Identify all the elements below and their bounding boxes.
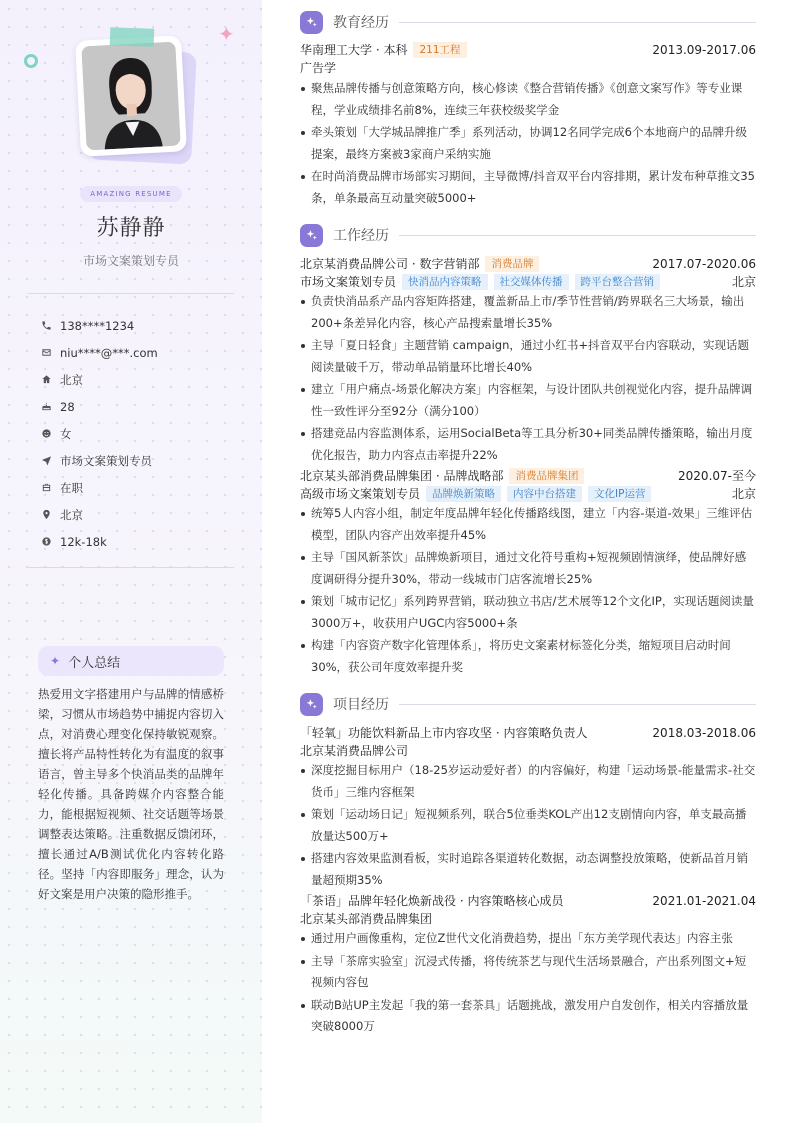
work-job-1 xyxy=(300,255,756,467)
contact-email xyxy=(40,339,240,366)
job-role-row xyxy=(300,485,756,503)
job-company-row xyxy=(300,255,756,273)
contact-gender xyxy=(40,420,240,447)
project-company-row xyxy=(300,910,756,928)
skill-tag: 跨平台整合营销 xyxy=(575,274,661,290)
contact-phone xyxy=(40,312,240,339)
list-item: 主导「夏日轻食」主题营销 campaign，通过小红书+抖音双平台内容联动，实现话题阅读量破千万，带动单品销量环比增长40% xyxy=(300,335,756,378)
skill-tag: 内容中台搭建 xyxy=(507,486,582,502)
list-item: 构建「内容资产数字化管理体系」，将历史文案素材标签化分类，缩短项目启动时间30%，获公司年度效率提升奖 xyxy=(300,635,756,678)
home-icon xyxy=(40,374,52,386)
section-title: 项目经历 xyxy=(333,697,389,713)
phone-icon xyxy=(40,320,52,332)
contact-home xyxy=(40,366,240,393)
summary-heading-label: 个人总结 xyxy=(68,655,121,671)
project-date: 2018.03-2018.06 xyxy=(652,726,756,740)
section-title: 教育经历 xyxy=(333,15,389,31)
avatar xyxy=(81,42,180,151)
skill-tag: 品牌焕新策略 xyxy=(426,486,501,502)
project-name-row xyxy=(300,724,756,742)
list-item: 牵头策划「大学城品牌推广季」系列活动，协调12名同学完成6个本地商户的品牌升级提案，最终方案被3家商户采纳实施 xyxy=(300,122,756,165)
project-bullets xyxy=(300,928,756,1038)
skill-tag: 社交媒体传播 xyxy=(494,274,569,290)
list-item: 深度挖掘目标用户（18-25岁运动爱好者）的内容偏好，构建「运动场景-能量需求-社交货币」三维内容框架 xyxy=(300,760,756,803)
school-name: 华南理工大学 · 本科 xyxy=(300,43,408,57)
list-item: 策划「城市记忆」系列跨界营销，联动独立书店/艺术展等12个文化IP，实现话题阅读量3000万+，收获用户UGC内容5000+条 xyxy=(300,591,756,634)
list-item: 聚焦品牌传播与创意策略方向，核心修读《整合营销传播》《创意文案写作》等专业课程，学业成绩排名前8%，连续三年获校级奖学金 xyxy=(300,78,756,121)
contact-value: 女 xyxy=(60,426,72,441)
photo-frame xyxy=(75,35,187,156)
section-title: 工作经历 xyxy=(333,228,389,244)
contact-value: 北京 xyxy=(60,507,83,522)
section-divider xyxy=(399,22,756,23)
briefcase-icon xyxy=(40,482,52,494)
job-date: 2017.07-2020.06 xyxy=(652,257,756,271)
education-school-row xyxy=(300,41,756,59)
list-item: 建立「用户痛点-场景化解决方案」内容框架，与设计团队共创视觉化内容，提升品牌调性一致性评分至92分（满分100） xyxy=(300,379,756,422)
candidate-name: 苏静静 xyxy=(96,216,166,241)
project-name: 「茶语」品牌年轻化焕新战役 · 内容策略核心成员 xyxy=(300,894,564,908)
contact-position xyxy=(40,447,240,474)
summary-text: 热爱用文字搭建用户与品牌的情感桥梁，习惯从市场趋势中捕捉内容切入点，对消费心理变化保持敏锐观察。擅长将产品特性转化为有温度的叙事语言，曾主导多个快消品类的品牌年轻化传播。具备跨媒介内容整合能力，能根据短视频、社交话题等场景调整表达策略。注重数据反馈闭环，擅长通过A/B测试优化内容转化路径。坚持「内容即服务」理念，认为好文案是用户决策的隐形推手。 xyxy=(38,687,224,901)
job-date: 2020.07-至今 xyxy=(678,469,756,483)
work-section-header xyxy=(300,223,756,247)
contact-value: 12k-18k xyxy=(60,534,107,549)
mail-icon xyxy=(40,347,52,359)
school-tag: 211工程 xyxy=(413,42,466,58)
send-icon xyxy=(40,455,52,467)
tape-decoration xyxy=(110,27,155,47)
project-section-header xyxy=(300,692,756,716)
list-item: 在时尚消费品牌市场部实习期间，主导微博/抖音双平台内容排期，累计发布种草推文35条，单条最高互动量突破5000+ xyxy=(300,166,756,209)
summary-heading xyxy=(38,646,224,676)
sparkle-icon xyxy=(300,11,323,34)
education-major-row xyxy=(300,59,756,77)
list-item: 统筹5人内容小组，制定年度品牌年轻化传播路线图，建立「内容-渠道-效果」三维评估模型，团队内容产出效率提升45% xyxy=(300,503,756,546)
education-date: 2013.09-2017.06 xyxy=(652,43,756,57)
project-company-row xyxy=(300,742,756,760)
skill-tag: 快消品内容策略 xyxy=(402,274,488,290)
contact-list xyxy=(40,312,240,555)
sparkle-icon xyxy=(300,693,323,716)
education-section-header xyxy=(300,10,756,34)
gender-icon xyxy=(40,428,52,440)
list-item: 负责快消品系产品内容矩阵搭建，覆盖新品上市/季节性营销/跨界联名三大场景，输出200+条差异化内容，核心产品搜索量增长35% xyxy=(300,291,756,334)
contact-location xyxy=(40,501,240,528)
project-name: 「轻氧」功能饮料新品上市内容攻坚 · 内容策略负责人 xyxy=(300,726,588,740)
contact-value: 北京 xyxy=(60,372,83,387)
divider xyxy=(28,567,234,568)
project-2 xyxy=(300,892,756,1039)
contact-age xyxy=(40,393,240,420)
section-divider xyxy=(399,704,756,705)
job-company-row xyxy=(300,467,756,485)
contact-salary xyxy=(40,528,240,555)
job-company: 北京某头部消费品牌集团 · 品牌战略部 xyxy=(300,469,504,483)
sparkle-icon: ✦ xyxy=(50,654,61,668)
contact-value: 市场文案策划专员 xyxy=(60,453,152,468)
project-name-row xyxy=(300,892,756,910)
resume-badge: AMAZING RESUME xyxy=(80,186,182,202)
location-icon xyxy=(40,509,52,521)
sparkle-icon: ✦ xyxy=(218,22,235,46)
photo-card xyxy=(78,38,188,160)
job-city: 北京 xyxy=(731,275,756,289)
job-role-row xyxy=(300,273,756,291)
job-city: 北京 xyxy=(731,487,756,501)
section-divider xyxy=(399,235,756,236)
list-item: 主导「国风新茶饮」品牌焕新项目，通过文化符号重构+短视频剧情演绎，使品牌好感度调研得分提升30%，带动一线城市门店客流增长25% xyxy=(300,547,756,590)
contact-value: 在职 xyxy=(60,480,83,495)
list-item: 策划「运动场日记」短视频系列，联合5位垂类KOL产出12支剧情向内容，单支最高播放量达500万+ xyxy=(300,804,756,847)
company-tag: 消费品牌 xyxy=(485,256,539,272)
job-bullets xyxy=(300,503,756,678)
contact-value: 138****1234 xyxy=(60,318,135,333)
contact-status xyxy=(40,474,240,501)
list-item: 联动B站UP主发起「我的第一套茶具」话题挑战，激发用户自发创作，相关内容播放量突破8000万 xyxy=(300,995,756,1038)
candidate-title: 市场文案策划专员 xyxy=(82,254,179,268)
project-bullets xyxy=(300,760,756,891)
sparkle-icon xyxy=(300,224,323,247)
job-company: 北京某消费品牌公司 · 数字营销部 xyxy=(300,257,480,271)
sidebar xyxy=(0,0,262,1123)
major: 广告学 xyxy=(300,61,337,75)
salary-icon xyxy=(40,536,52,548)
job-bullets xyxy=(300,291,756,466)
project-company: 北京某消费品牌公司 xyxy=(300,744,409,758)
company-tag: 消费品牌集团 xyxy=(509,468,584,484)
education-bullets xyxy=(300,78,756,209)
project-company: 北京某头部消费品牌集团 xyxy=(300,912,433,926)
avatar-portrait-icon xyxy=(81,42,180,151)
list-item: 搭建内容效果监测看板，实时追踪各渠道转化数据，动态调整投放策略，使新品首月销量超预期35% xyxy=(300,848,756,891)
job-role: 市场文案策划专员 xyxy=(300,275,397,289)
list-item: 搭建竞品内容监测体系，运用SocialBeta等工具分析30+同类品牌传播策略，输出月度优化报告，助力内容点击率提升22% xyxy=(300,423,756,466)
decorative-ring-icon xyxy=(24,54,38,68)
education-block xyxy=(300,41,756,210)
skill-tag: 文化IP运营 xyxy=(588,486,651,502)
contact-value: 28 xyxy=(60,399,75,414)
list-item: 通过用户画像重构，定位Z世代文化消费趋势，提出「东方美学现代表达」内容主张 xyxy=(300,928,756,950)
divider xyxy=(28,293,234,294)
work-job-2 xyxy=(300,467,756,679)
job-role: 高级市场文案策划专员 xyxy=(300,487,421,501)
list-item: 主导「茶席实验室」沉浸式传播，将传统茶艺与现代生活场景融合，产出系列图文+短视频内容包 xyxy=(300,951,756,994)
cake-icon xyxy=(40,401,52,413)
project-date: 2021.01-2021.04 xyxy=(652,894,756,908)
project-1 xyxy=(300,724,756,892)
contact-value: niu****@***.com xyxy=(60,345,158,360)
